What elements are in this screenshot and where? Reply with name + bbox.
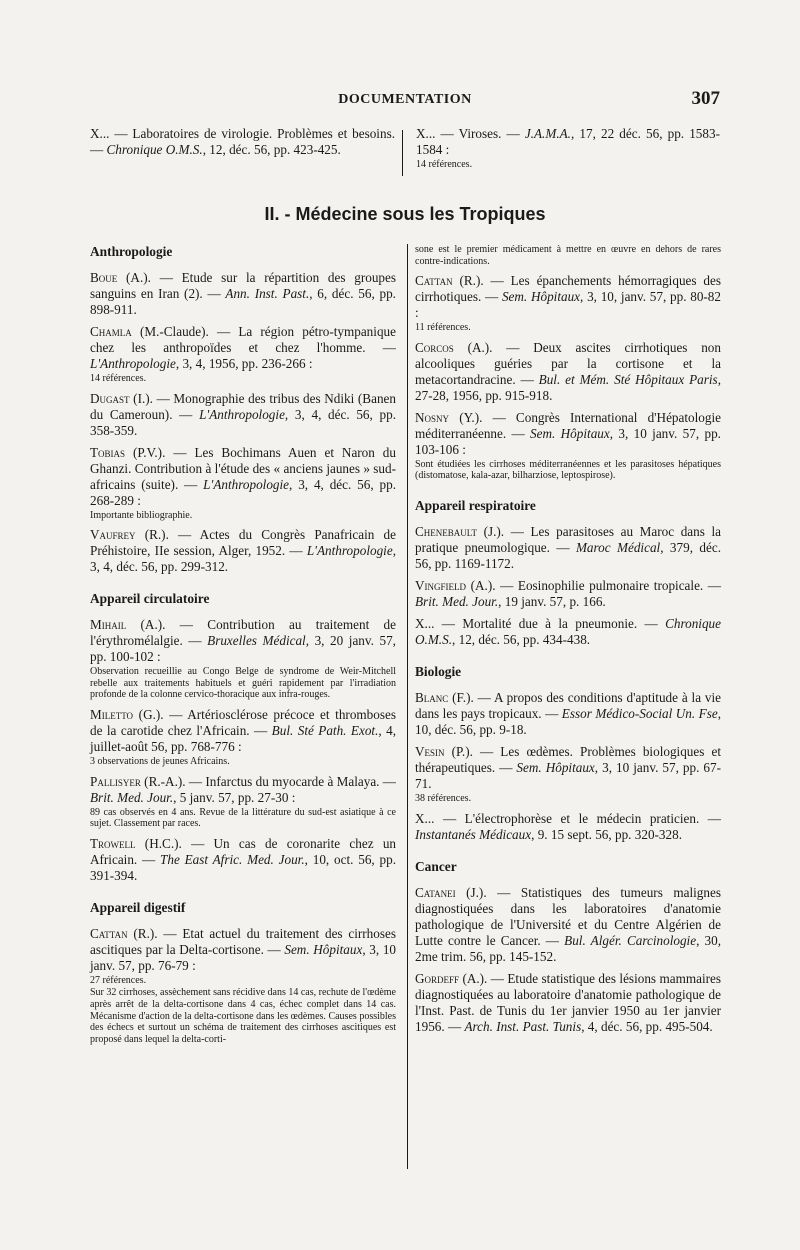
bibliography-entry [90, 445, 396, 522]
entry-author: X... [416, 126, 436, 141]
entry-initials: (A.). [459, 970, 488, 986]
bibliography-entry [90, 270, 396, 318]
entry-citation: , 3, 10 janv. 57, pp. 76-79 : [90, 941, 396, 973]
entry-initials: (G.). [133, 706, 164, 722]
entry-initials: (J.). [476, 523, 505, 539]
entry-note: 89 cas observés en 4 ans. Revue de la littérature du sud-est asiatique à ce sujet. Classement par races. [90, 806, 396, 830]
bibliography-entry [415, 340, 721, 404]
bibliography-entry [415, 410, 721, 482]
entry-title: — Congrès International d'Hépatologie méditerranéenne. — [415, 409, 722, 441]
entry-citation: , 3, 10, janv. 57, pp. 80-82 : [415, 289, 721, 321]
entry-journal: Bul. Algér. Carcinologie [564, 932, 697, 948]
entry-viroses [416, 126, 720, 171]
entry-virologie [90, 126, 395, 158]
entry-journal: Chronique O.M.S. [415, 615, 721, 647]
entry-note: Sur 32 cirrhoses, assèchement sans récidive dans 14 cas, rechute de l'œdème après arrêt de la delta-cortisone dans 4 cas, échec complet dans 14 cas. Mécanisme d'action de la delta-cortisone dans les œdèmes. Causes possibles des échecs et surtout un schéma de traitement des cirrhoses ascitiques est proposé dans lequel la delta-corti- [90, 987, 396, 1045]
entry-note: Importante bibliographie. [90, 509, 193, 521]
entry-author: Vesin [415, 743, 445, 759]
entry-journal: Arch. Inst. Past. Tunis [464, 1018, 582, 1034]
entry-initials: (M.-Claude). [131, 324, 209, 339]
bibliography-entry [415, 885, 721, 965]
entry-initials: (R.). [135, 527, 169, 543]
entry-title: — Les parasitoses au Maroc dans la pratique pneumologique. — [415, 523, 721, 555]
entry-note: 3 observations de jeunes Africains. [90, 755, 230, 767]
entry-title: — Les épanchements hémorragiques des cirrhotiques. — [415, 273, 721, 305]
entry-journal: Sem. Hôpitaux [530, 425, 610, 441]
entry-author: Corcos [415, 339, 454, 355]
entry-title: — L'électrophorèse et le médecin praticien. — [434, 810, 721, 826]
entry-note: 38 références. [415, 792, 472, 804]
entry-journal: Sem. Hôpitaux [284, 941, 363, 957]
left-column [90, 244, 396, 1051]
entry-initials: (R.). [127, 925, 158, 941]
bibliography-entry [90, 617, 396, 701]
entry-title: — Deux ascites cirrhotiques non alcooliques guéries par la cortisone et la metacortandracine. — [415, 339, 721, 387]
entry-citation: , 10, oct. 56, pp. 391-394. [90, 851, 397, 883]
right-column [415, 244, 721, 1041]
entry-author: Tobias [90, 444, 126, 460]
entry-citation: , 3, 4, 1956, pp. 236-266 : [175, 356, 313, 371]
entry-author: Catanei [415, 884, 456, 900]
entry-author: Chamla [90, 324, 132, 339]
entry-citation: , 12, déc. 56, pp. 434-438. [452, 631, 591, 647]
continued-note: sone est le premier médicament à mettre en œuvre en dehors de rares contre-indications. [415, 244, 721, 267]
entry-journal: Essor Médico-Social Un. Fse [561, 705, 718, 721]
entry-title: — A propos des conditions d'aptitude à la vie dans les pays tropicaux. — [415, 689, 721, 721]
entry-note: 27 références. [90, 974, 147, 986]
bibliography-entry [415, 690, 721, 738]
entry-initials: (H.C.). [135, 835, 182, 851]
entry-citation: , 6, déc. 56, pp. 898-911. [90, 286, 396, 317]
entry-citation: , 17, 22 déc. 56, pp. 1583-1584 : [416, 126, 720, 157]
entry-citation: , 12, déc. 56, pp. 423-425. [202, 142, 341, 157]
subsection-heading: Appareil respiratoire [415, 497, 536, 513]
entry-note: 14 références. [416, 159, 473, 170]
entry-journal: Brit. Med. Jour. [415, 593, 499, 609]
entry-title: — Etude statistique des lésions mammaires diagnostiquées au laboratoire d'anatomie pathologique de l'Inst. Past. de Tunis du 1er janvier 1950 au 1er janvier 1956. — [415, 970, 721, 1034]
entry-title: — Etude sur la répartition des groupes sanguins en Iran (2). — [90, 270, 397, 301]
entry-journal: Instantanés Médicaux [415, 826, 532, 842]
entry-title: — Etat actuel du traitement des cirrhoses ascitiques par la Delta-cortisone. — [90, 925, 396, 957]
entry-journal: Bul. Sté Path. Exot. [271, 722, 379, 738]
running-title: DOCUMENTATION [338, 92, 472, 107]
entry-title: — Mortalité due à la pneumonie. — [434, 615, 666, 631]
bibliography-entry [415, 616, 721, 648]
entry-note: 14 références. [90, 373, 147, 384]
entry-citation: , 4, juillet-août 56, pp. 768-776 : [90, 722, 396, 754]
entry-journal: Sem. Hôpitaux [516, 759, 595, 775]
entry-citation: , 27-28, 1956, pp. 915-918. [415, 371, 721, 403]
entry-author: X... [415, 810, 435, 826]
entry-title: — Un cas de coronarite chez un Africain. — [90, 835, 397, 867]
page-header [90, 88, 720, 112]
section-title: II. - Médecine sous les Tropiques [264, 204, 546, 224]
bibliography-entry [90, 774, 396, 830]
entry-initials: (R.). [452, 273, 484, 289]
entry-journal: L'Anthropologie [90, 356, 176, 371]
entry-author: X... [415, 615, 435, 631]
entry-author: Vingfield [415, 577, 467, 593]
entry-author: Chenebault [415, 523, 477, 539]
bibliography-entry [90, 926, 396, 1046]
entry-title: — Les Bochimans Auen et Naron du Ghanzi. Contribution à l'étude des « anciens jaunes » sud-africains (suite). — [90, 444, 396, 492]
entry-title: — Infarctus du myocarde à Malaya. — [185, 773, 396, 789]
entry-author: Nosny [415, 409, 450, 425]
entry-initials: (F.). [448, 689, 474, 705]
entry-citation: , 3, 4, déc. 56, pp. 299-312. [90, 543, 396, 575]
entry-initials: (J.). [455, 884, 487, 900]
bibliography-entry [90, 391, 396, 439]
entry-author: Cattan [415, 273, 453, 289]
entry-author: Mihail [90, 617, 127, 633]
entry-citation: , 4, déc. 56, pp. 495-504. [581, 1018, 713, 1034]
entry-author: Dugast [90, 390, 130, 406]
entry-initials: (I.). [129, 390, 153, 406]
bibliography-entry [415, 811, 721, 843]
entry-title: — Viroses. — [435, 126, 525, 141]
entry-note: Sont étudiées les cirrhoses méditerranéennes et les parasitoses hépatiques (distomatose, kala-azar, bilharziose, leptospirose). [415, 458, 721, 482]
entry-title: — La région pétro-tympanique chez les anthropoïdes et chez l'homme. — [90, 324, 396, 355]
entry-title: — Statistiques des tumeurs malignes diagnostiquées dans les laboratoires d'anatomie pathologique de l'Université et du Centre Algérien de Lutte contre le Cancer. — [415, 884, 721, 948]
entry-citation: , 10, déc. 56, pp. 9-18. [415, 705, 721, 737]
entry-citation: , 379, déc. 56, pp. 1169-1172. [415, 539, 721, 571]
page-number: 307 [691, 88, 720, 109]
bibliography-entry [415, 273, 721, 334]
entry-journal: Ann. Inst. Past. [225, 286, 310, 301]
entry-initials: (Y.). [449, 409, 483, 425]
entry-title: — Actes du Congrès Panafricain de Préhistoire, IIe session, Alger, 1952. — [90, 527, 396, 559]
entry-author: Boue [90, 270, 118, 285]
entry-initials: (A.). [117, 270, 151, 285]
entry-initials: (P.). [444, 743, 473, 759]
entry-journal: L'Anthropologie [203, 476, 290, 492]
entry-citation: , 30, 2me trim. 56, pp. 145-152. [415, 932, 722, 964]
entry-author: Vaufrey [90, 527, 136, 543]
entry-journal: L'Anthropologie [199, 406, 285, 422]
entry-note: Observation recueillie au Congo Belge de syndrome de Weir-Mitchell rebelle aux traitements habituels et guéri rapidement par l'irradiation profonde de la colonne cervico-thoracique aux infra-rouges. [90, 666, 396, 701]
entry-title: — Eosinophilie pulmonaire tropicale. — [495, 577, 721, 593]
entry-title: — Les œdèmes. Problèmes biologiques et thérapeutiques. — [415, 743, 722, 775]
entry-citation: , 9. 15 sept. 56, pp. 320-328. [531, 826, 683, 842]
bibliography-entry [90, 836, 396, 884]
entry-journal: Brit. Med. Jour. [90, 789, 174, 805]
subsection-heading: Cancer [415, 858, 457, 874]
entry-author: Cattan [90, 925, 128, 941]
entry-journal: The East Afric. Med. Jour. [160, 851, 305, 867]
entry-author: X... [90, 126, 110, 141]
entry-journal: Sem. Hôpitaux [501, 289, 581, 305]
entry-citation: , 3, 4, déc. 56, pp. 358-359. [90, 406, 396, 438]
column-rule [407, 244, 408, 1169]
subsection-heading: Biologie [415, 663, 462, 679]
subsection-heading: Appareil digestif [90, 899, 186, 915]
entry-author: Gordeff [415, 970, 460, 986]
entry-citation: , 3, 4, déc. 56, pp. 268-289 : [90, 476, 396, 508]
entry-journal: J.A.M.A. [524, 126, 571, 141]
bibliography-entry [90, 324, 396, 385]
entry-citation: , 5 janv. 57, pp. 27-30 : [173, 789, 296, 805]
entry-author: Pallisyer [90, 773, 141, 789]
entry-note: 11 références. [415, 322, 471, 334]
entry-journal: L'Anthropologie [306, 543, 393, 559]
bibliography-entry [415, 744, 721, 805]
entry-title: — Contribution au traitement de l'érythromélalgie. — [90, 617, 397, 649]
entry-journal: Chronique O.M.S. [106, 142, 203, 157]
bibliography-entry [90, 707, 396, 768]
entry-citation: , 3, 10 janv. 57, pp. 103-106 : [415, 425, 721, 457]
entry-author: Trowell [90, 835, 136, 851]
entry-author: Miletto [90, 706, 134, 722]
column-divider [402, 130, 403, 176]
entry-citation: , 3, 10 janv. 57, pp. 67-71. [415, 759, 721, 791]
subsection-heading: Appareil circulatoire [90, 591, 210, 607]
entry-journal: Bul. et Mém. Sté Hôpitaux Paris [538, 371, 718, 387]
entry-title: — Artériosclérose précoce et thromboses de la carotide chez l'Africain. — [90, 706, 396, 738]
entry-initials: (A.). [466, 577, 496, 593]
entry-title: — Laboratoires de virologie. Problèmes et besoins. — [90, 126, 395, 157]
bibliography-entry [415, 971, 721, 1035]
bibliography-entry [415, 578, 721, 610]
bibliography-entry [90, 527, 396, 575]
entry-journal: Bruxelles Médical [207, 633, 306, 649]
entry-initials: (A.). [126, 617, 166, 633]
entry-title: — Monographie des tribus des Ndiki (Banen du Cameroun). — [90, 390, 396, 422]
entry-citation: , 3, 20 janv. 57, pp. 100-102 : [90, 633, 396, 665]
bibliography-entry [415, 524, 721, 572]
entry-initials: (P.V.). [125, 444, 166, 460]
entry-journal: Maroc Médical [575, 539, 661, 555]
entry-author: Blanc [415, 689, 449, 705]
entry-initials: (A.). [453, 339, 493, 355]
entry-citation: , 19 janv. 57, p. 166. [498, 593, 606, 609]
entry-initials: (R.-A.). [140, 773, 186, 789]
subsection-heading: Anthropologie [90, 244, 173, 259]
